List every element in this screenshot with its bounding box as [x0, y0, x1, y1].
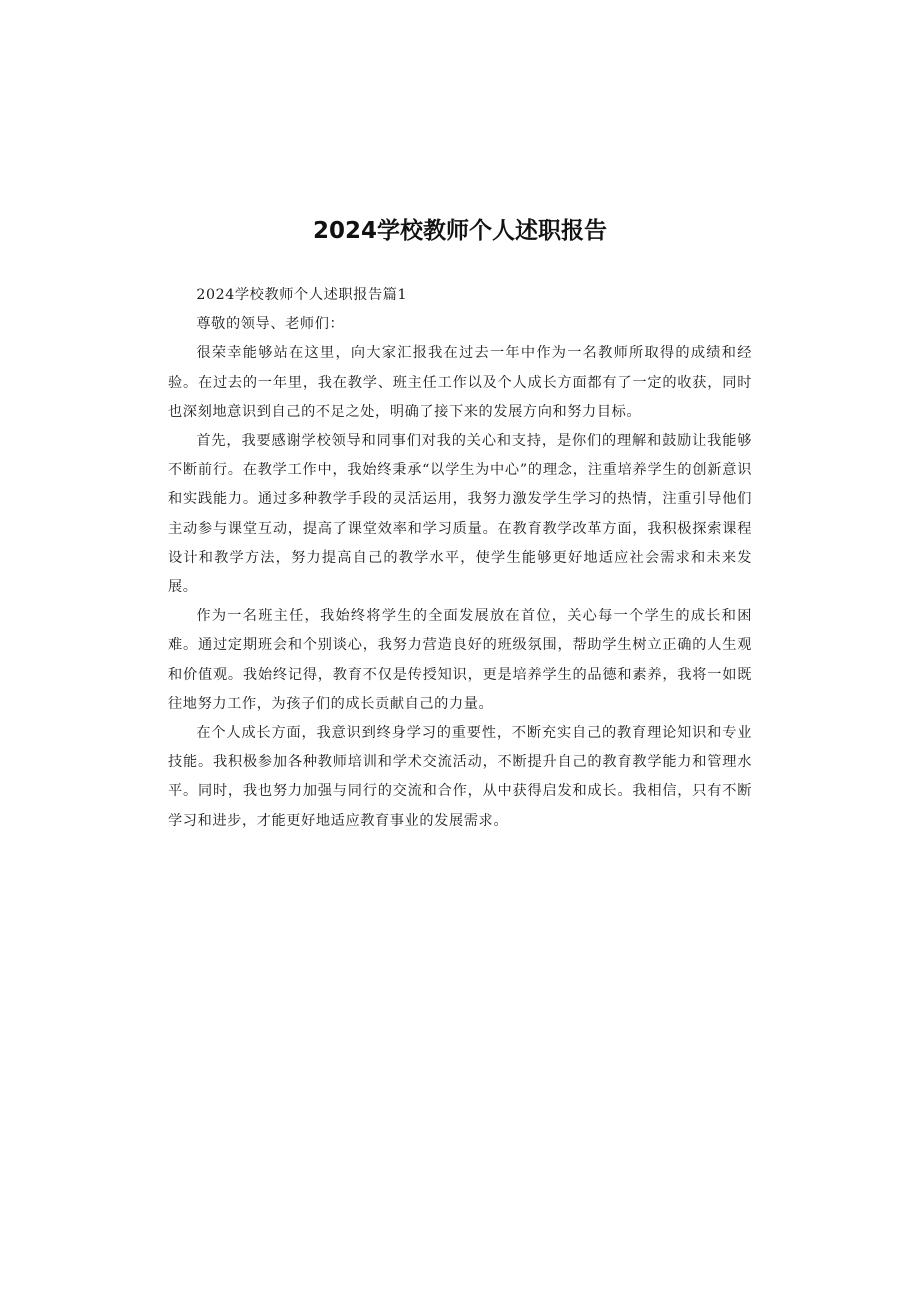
document-title: 2024学校教师个人述职报告 — [312, 218, 607, 244]
paragraph: 很荣幸能够站在这里，向大家汇报我在过去一年中作为一名教师所取得的成绩和经验。在过去的一年里，我在教学、班主任工作以及个人成长方面都有了一定的收获，同时也深刻地意识到自己的不足之处，明确了接下来的发展方向和努力目标。 — [168, 345, 752, 420]
salutation: 尊敬的领导、老师们： — [196, 316, 345, 333]
paragraph: 作为一名班主任，我始终将学生的全面发展放在首位，关心每一个学生的成长和困难。通过定期班会和个别谈心，我努力营造良好的班级氛围，帮助学生树立正确的人生观和价值观。我始终记得，教育不仅是传授知识，更是培养学生的品德和素养，我将一如既往地努力工作，为孩子们的成长贡献自己的力量。 — [168, 608, 752, 712]
paragraph: 首先，我要感谢学校领导和同事们对我的关心和支持，是你们的理解和鼓励让我能够不断前行。在教学工作中，我始终秉承“以学生为中心”的理念，注重培养学生的创新意识和实践能力。通过多种教学手段的灵活运用，我努力激发学生学习的热情，注重引导他们主动参与课堂互动，提高了课堂效率和学习质量。在教育教学改革方面，我积极探索课程设计和教学方法，努力提高自己的教学水平，使学生能够更好地适应社会需求和未来发展。 — [168, 433, 752, 596]
document-body — [168, 281, 752, 836]
paragraph: 在个人成长方面，我意识到终身学习的重要性，不断充实自己的教育理论知识和专业技能。我积极参加各种教师培训和学术交流活动，不断提升自己的教育教学能力和管理水平。同时，我也努力加强与同行的交流和合作，从中获得启发和成长。我相信，只有不断学习和进步，才能更好地适应教育事业的发展需求。 — [168, 725, 752, 829]
report-subtitle: 2024学校教师个人述职报告篇1 — [196, 287, 408, 303]
